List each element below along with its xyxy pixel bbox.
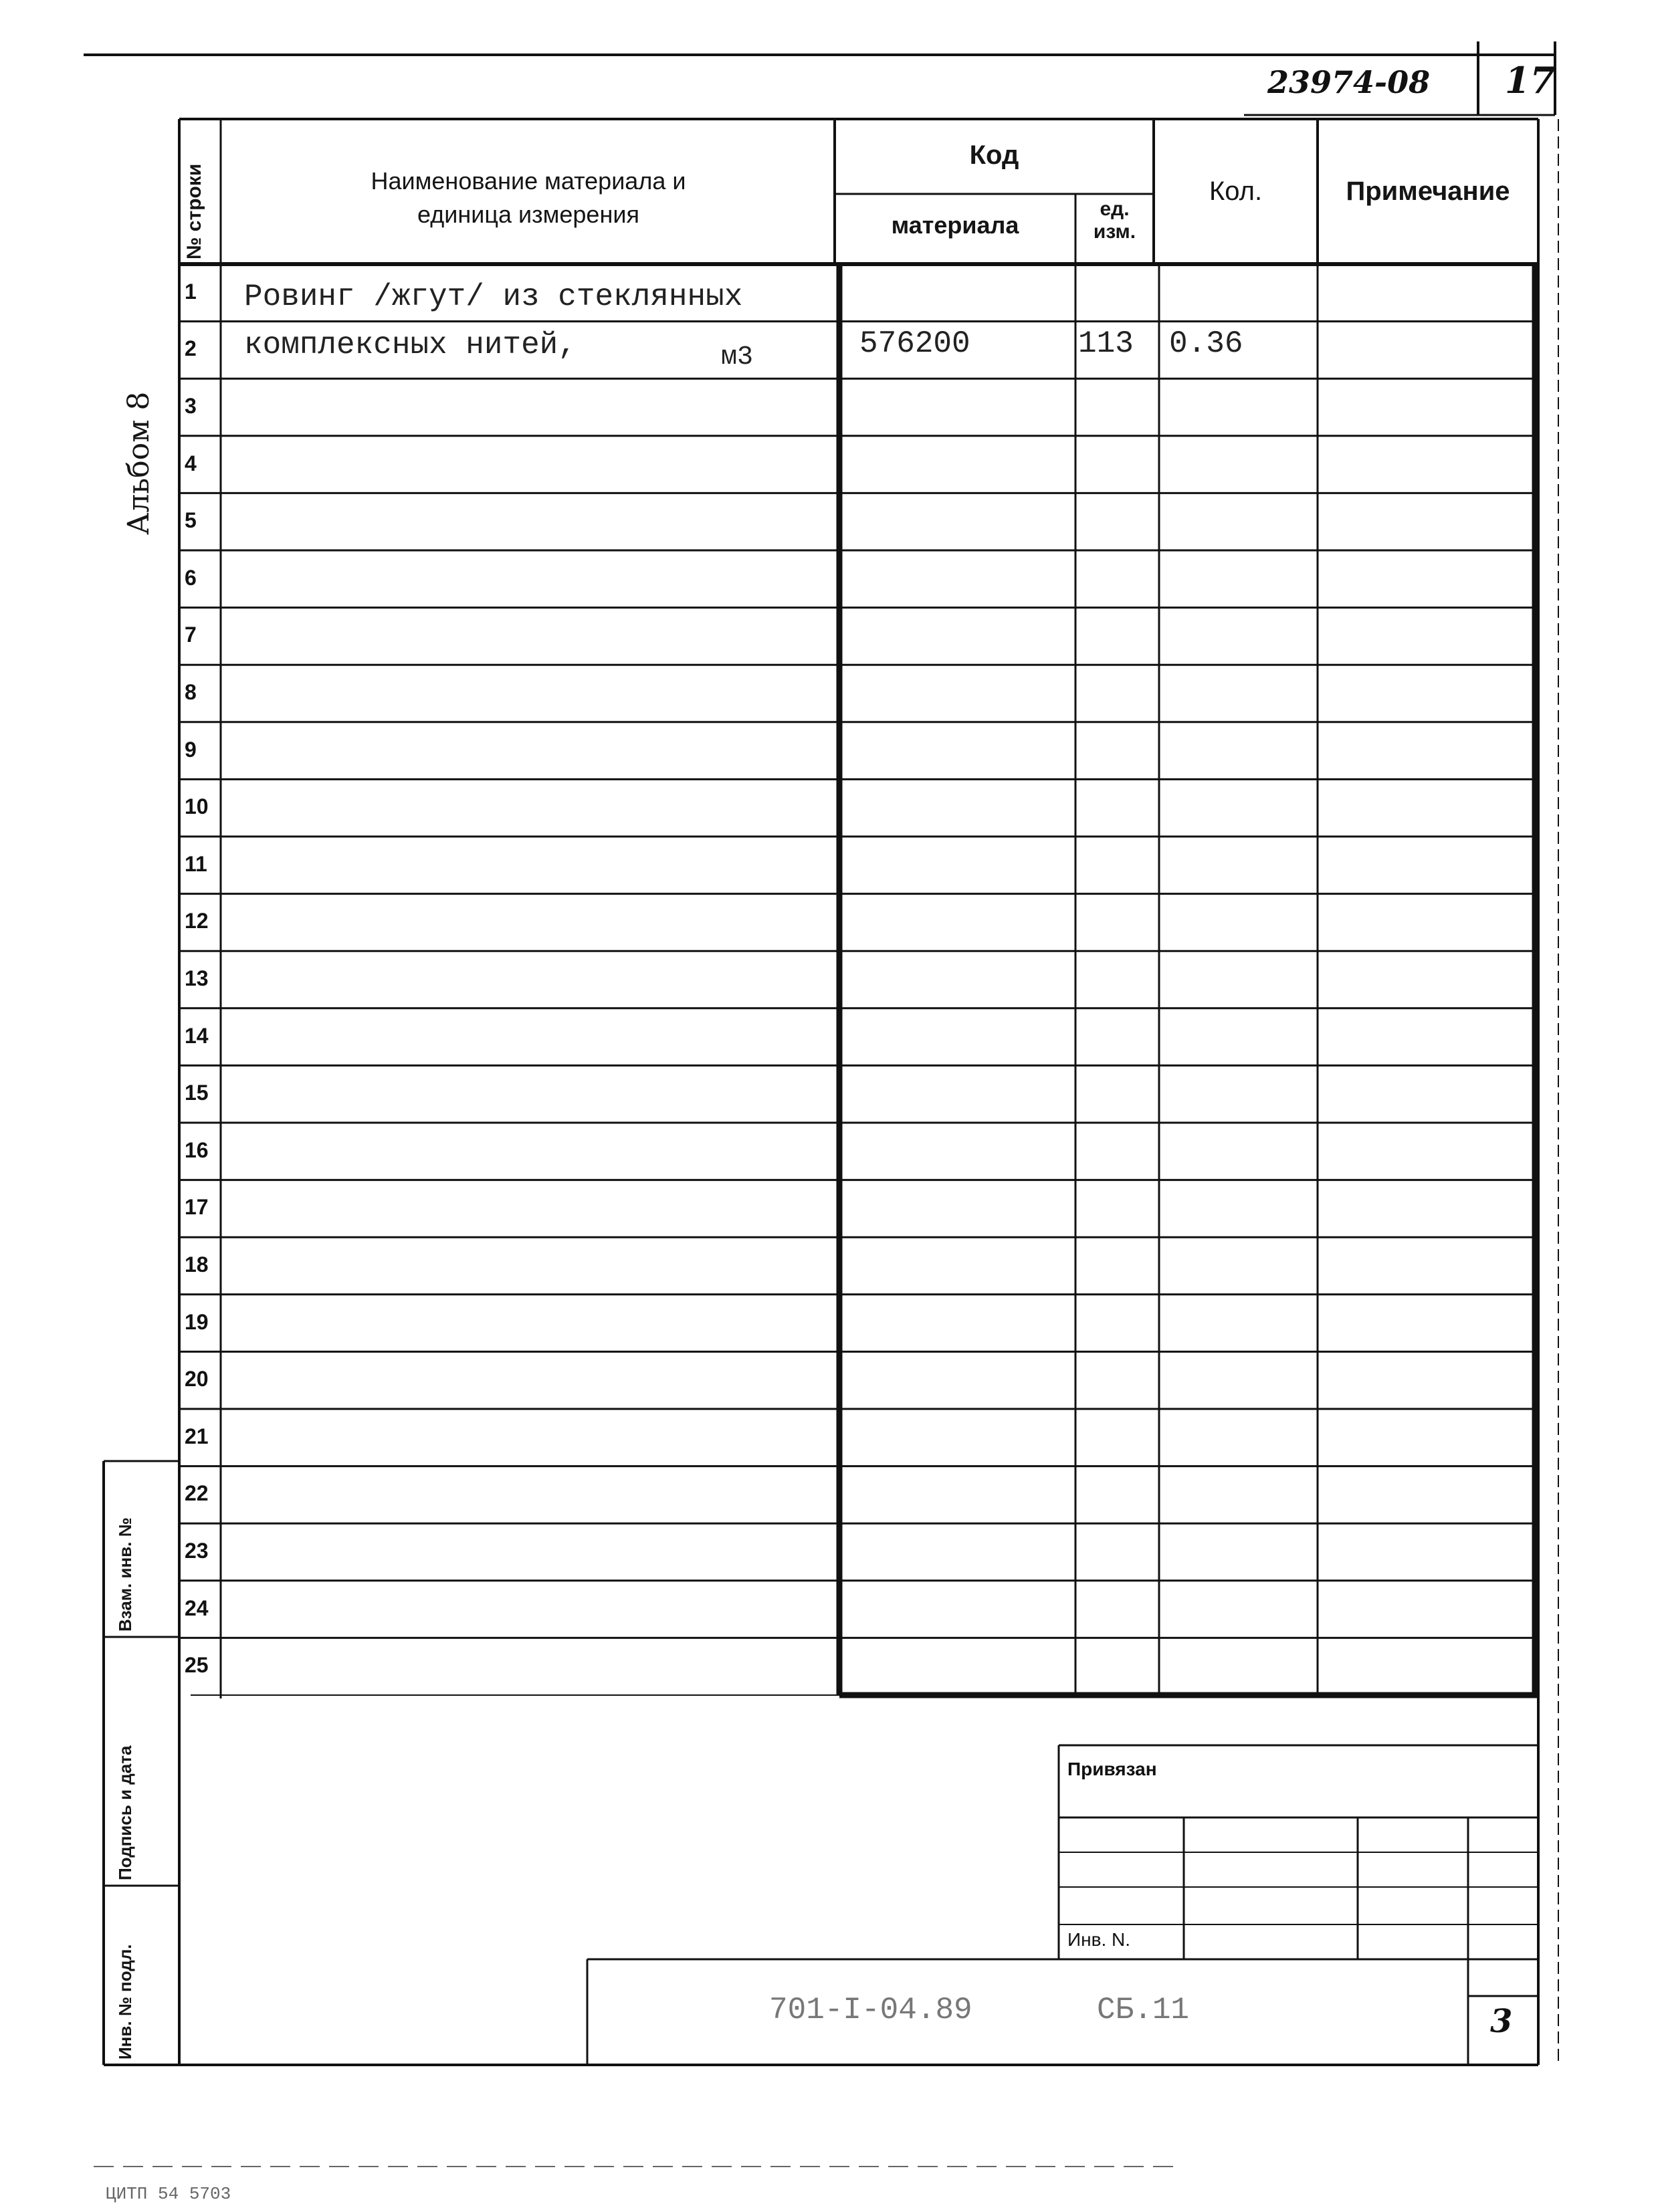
row-number: 9 (185, 737, 197, 762)
entry-name-line1: Ровинг /жгут/ из стеклянных (244, 280, 743, 314)
row-number: 7 (185, 623, 197, 647)
header-material-code: материала (891, 211, 1019, 239)
stamp-document-code: 701-I-04.89 (769, 1993, 972, 2027)
row-number: 11 (185, 851, 207, 876)
entry-unit-symbol: м3 (721, 342, 754, 372)
row-number: 12 (185, 909, 209, 933)
row-number: 13 (185, 966, 209, 990)
header-quantity: Кол. (1209, 177, 1263, 206)
stamp-sheet: 3 (1490, 2003, 1513, 2040)
row-number: 22 (185, 1481, 209, 1506)
header-material-name (227, 164, 829, 231)
entry-name-line2: комплексных нитей, (244, 328, 577, 362)
header-code: Код (969, 140, 1019, 170)
header-material-name-line1: Наименование материала и (371, 167, 686, 195)
row-number: 10 (185, 794, 209, 819)
stamp-bound: Привязан (1067, 1759, 1157, 1779)
row-number: 17 (185, 1195, 209, 1220)
row-number: 19 (185, 1309, 209, 1334)
entry-quantity: 0.36 (1169, 326, 1243, 361)
row-number: 5 (185, 508, 197, 533)
stamp-original-inv: Инв. № подл. (115, 1944, 135, 2060)
entry-material-code: 576200 (859, 326, 970, 361)
row-number: 25 (185, 1653, 209, 1678)
album-label: Альбом 8 (122, 391, 156, 535)
row-number: 4 (185, 451, 197, 475)
row-number: 21 (185, 1424, 209, 1448)
header-note: Примечание (1346, 177, 1510, 206)
row-number: 2 (185, 336, 197, 361)
stamp-inv-number: Инв. N. (1067, 1929, 1131, 1950)
row-number: 15 (185, 1081, 209, 1105)
row-number: 14 (185, 1023, 209, 1048)
row-number: 20 (185, 1367, 209, 1392)
header-material-name-line2: единица измерения (417, 201, 639, 228)
stamp-document-suffix: СБ.11 (1097, 1993, 1190, 2027)
row-number: 23 (185, 1539, 209, 1563)
row-number: 6 (185, 565, 197, 590)
row-number: 18 (185, 1252, 209, 1277)
row-number: 24 (185, 1595, 209, 1620)
row-number: 8 (185, 680, 197, 704)
stamp-replacement-inv: Взам. инв. № (115, 1517, 135, 1632)
header-unit-line1: ед. (1100, 198, 1130, 220)
row-number: 16 (185, 1137, 209, 1162)
entry-unit-code: 113 (1078, 326, 1134, 361)
stamp-signature-date: Подпись и дата (115, 1745, 135, 1880)
header-unit-line2: изм. (1093, 221, 1136, 243)
sheet-number: 17 (1505, 59, 1556, 102)
header-unit (1075, 198, 1154, 243)
document-number: 23974-08 (1267, 64, 1431, 100)
printer-mark: ЦИТП 54 5703 (106, 2184, 231, 2204)
row-number: 1 (185, 279, 197, 304)
header-row-number: № строки (183, 163, 205, 259)
row-number: 3 (185, 394, 197, 418)
